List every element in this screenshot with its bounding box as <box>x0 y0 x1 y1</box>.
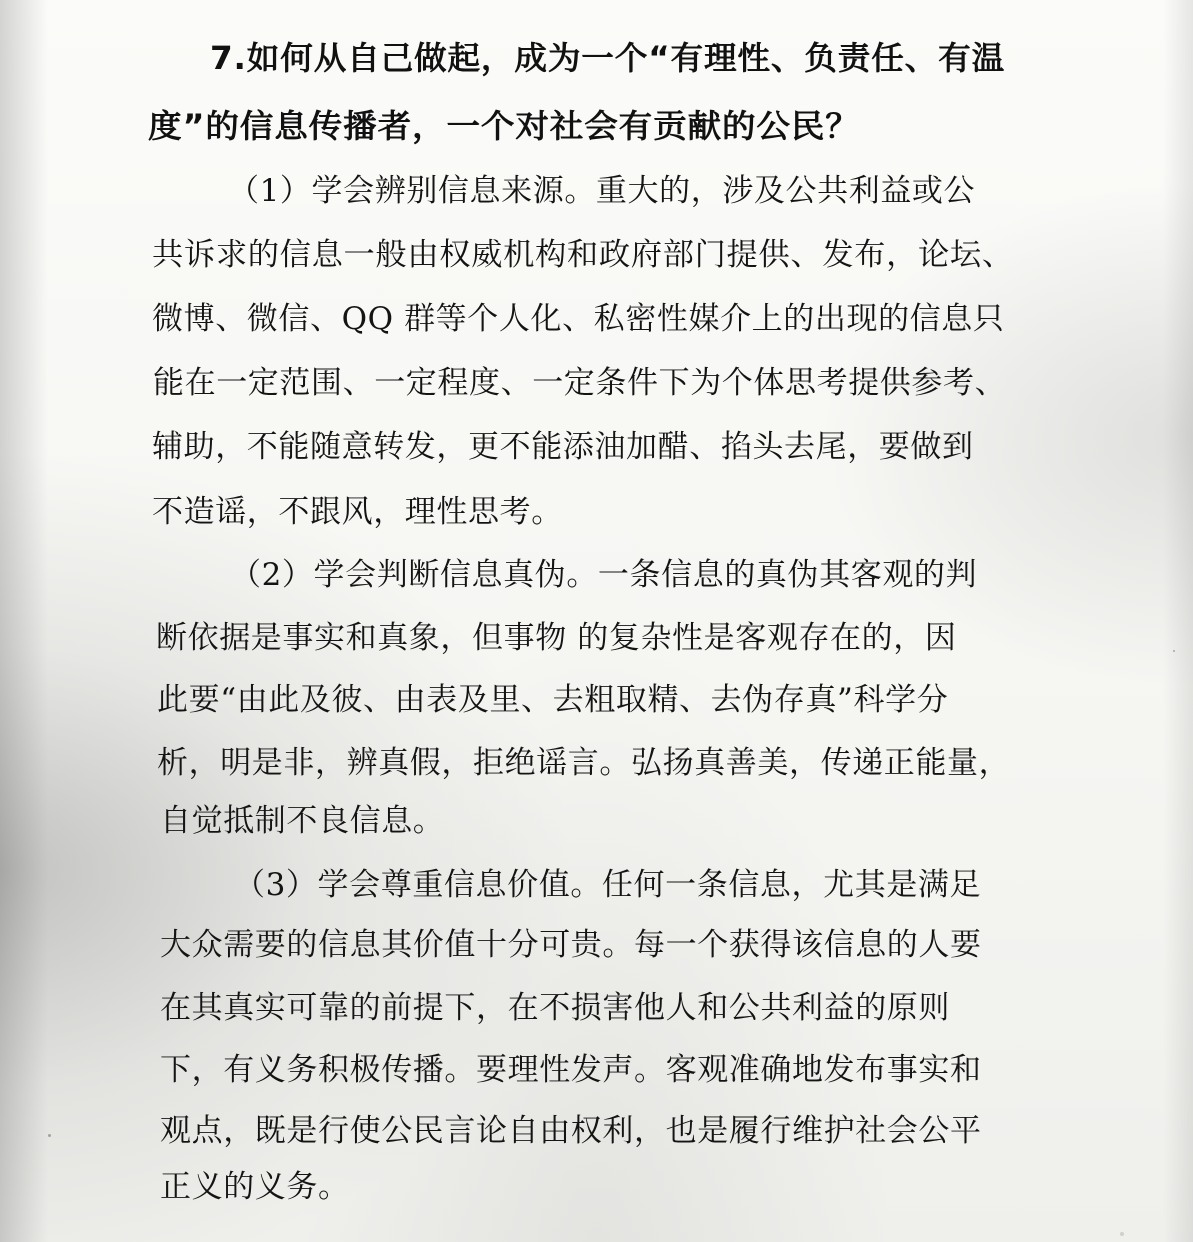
scan-speck <box>48 1134 51 1137</box>
paragraph-3-line-3: 在其真实可靠的前提下，在不损害他人和公共利益的原则 <box>160 990 950 1026</box>
scan-shadow-right <box>1163 0 1193 1242</box>
paragraph-3-line-5: 观点，既是行使公民言论自由权利，也是履行维护社会公平 <box>160 1113 982 1149</box>
paragraph-3-line-6: 正义的义务。 <box>160 1169 350 1205</box>
paragraph-3-line-4: 下，有义务积极传播。要理性发声。客观准确地发布事实和 <box>160 1052 982 1088</box>
paragraph-2-line-1: （2）学会判断信息真伪。一条信息的真伪其客观的判 <box>230 557 978 593</box>
scan-speck <box>1173 650 1175 652</box>
paragraph-1-line-2: 共诉求的信息一般由权威机构和政府部门提供、发布，论坛、 <box>152 237 1014 273</box>
scan-shadow-left <box>0 0 48 1242</box>
paragraph-2-line-3: 此要“由此及彼、由表及里、去粗取精、去伪存真”科学分 <box>157 682 949 718</box>
paragraph-3-line-2: 大众需要的信息其价值十分可贵。每一个获得该信息的人要 <box>160 927 982 963</box>
paragraph-1-line-1: （1）学会辨别信息来源。重大的，涉及公共利益或公 <box>228 173 976 209</box>
paragraph-1-line-6: 不造谣，不跟风，理性思考。 <box>152 494 563 530</box>
question-title-line-1: 7.如何从自己做起，成为一个“有理性、负责任、有温 <box>210 39 1006 77</box>
paragraph-1-line-3: 微博、微信、QQ 群等个人化、私密性媒介上的出现的信息只 <box>152 301 1005 337</box>
paragraph-1-line-4: 能在一定范围、一定程度、一定条件下为个体思考提供参考、 <box>153 365 1007 401</box>
paragraph-2-line-5: 自觉抵制不良信息。 <box>160 803 445 839</box>
paragraph-1-line-5: 辅助，不能随意转发，更不能添油加醋、掐头去尾，要做到 <box>152 429 974 465</box>
paragraph-2-line-2: 断依据是事实和真象，但事物 的复杂性是客观存在的，因 <box>156 620 957 656</box>
question-title-line-2: 度”的信息传播者，一个对社会有贡献的公民？ <box>148 107 860 145</box>
paragraph-3-line-1: （3）学会尊重信息价值。任何一条信息，尤其是满足 <box>234 867 982 903</box>
scan-speck <box>1120 1232 1124 1236</box>
paragraph-2-line-4: 析，明是非，辨真假，拒绝谣言。弘扬真善美，传递正能量， <box>157 745 1011 781</box>
